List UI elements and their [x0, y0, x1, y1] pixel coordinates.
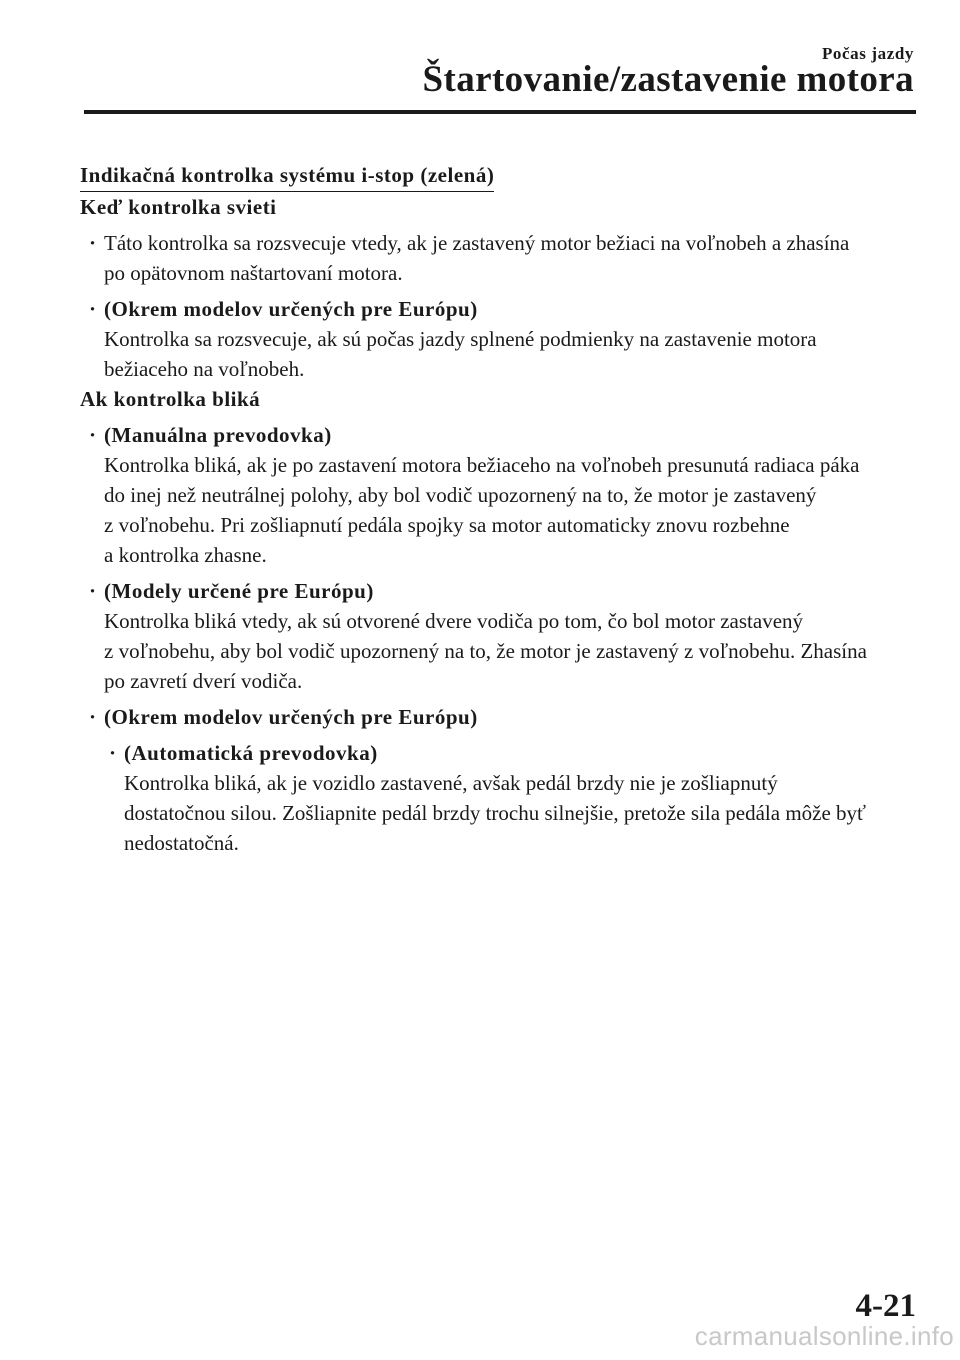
sub-list-item [80, 738, 912, 858]
list-item-title: (Okrem modelov určených pre Európu) [104, 297, 478, 321]
section-title: Indikačná kontrolka systému i-stop (zelená) [80, 160, 494, 192]
list-item-text: Kontrolka bliká vtedy, ak sú otvorené dvere vodiča po tom, čo bol motor zastavený z voľnobehu, aby bol vodič upozornený na to, že motor je zastavený z voľnobehu. Zhasína po zavretí dverí vodiča. [104, 609, 867, 693]
bullet-icon: · [89, 423, 97, 447]
subheading-flashing: Ak kontrolka bliká [80, 387, 261, 411]
list-item [80, 576, 912, 696]
bullet-icon: · [89, 231, 97, 255]
subheading-lit: Keď kontrolka svieti [80, 195, 277, 219]
list-item-title: (Manuálna prevodovka) [104, 423, 332, 447]
header-section-label: Počas jazdy [821, 44, 914, 63]
list-item [80, 228, 912, 288]
list-item-title: (Okrem modelov určených pre Európu) [104, 705, 478, 729]
list-item-text: Kontrolka sa rozsvecuje, ak sú počas jazdy splnené podmienky na zastavenie motora bežiaceho na voľnobeh. [104, 327, 817, 381]
page-number: 4-21 [855, 1288, 916, 1324]
list-item [80, 294, 912, 384]
list-item-title: (Modely určené pre Európu) [104, 579, 374, 603]
list-item-text: Kontrolka bliká, ak je vozidlo zastavené, avšak pedál brzdy nie je zošliapnutý dostatočnou silou. Zošliapnite pedál brzdy trochu silnejšie, pretože sila pedála môže byť nedostatočná. [124, 771, 867, 855]
list-item [80, 420, 912, 570]
page-content [80, 160, 912, 858]
list-item [80, 702, 912, 732]
list-item-text: Kontrolka bliká, ak je po zastavení motora bežiaceho na voľnobeh presunutá radiaca páka do inej než neutrálnej polohy, aby bol vodič upozornený na to, že motor je zastavený z voľnobehu. Pri zošliapnutí pedála spojky sa motor automaticky znovu rozbehne a kontrolka zhasne. [104, 453, 860, 567]
bullet-icon: · [109, 741, 117, 765]
header-divider [84, 110, 916, 114]
list-item-title: (Automatická prevodovka) [124, 741, 378, 765]
bullet-icon: · [89, 579, 97, 603]
watermark: carmanualsonline.info [694, 1321, 954, 1351]
list-item-text: Táto kontrolka sa rozsvecuje vtedy, ak je zastavený motor bežiaci na voľnobeh a zhasína po opätovnom naštartovaní motora. [104, 231, 850, 285]
bullet-icon: · [89, 705, 97, 729]
page-title: Štartovanie/zastavenie motora [422, 59, 914, 100]
bullet-icon: · [89, 297, 97, 321]
